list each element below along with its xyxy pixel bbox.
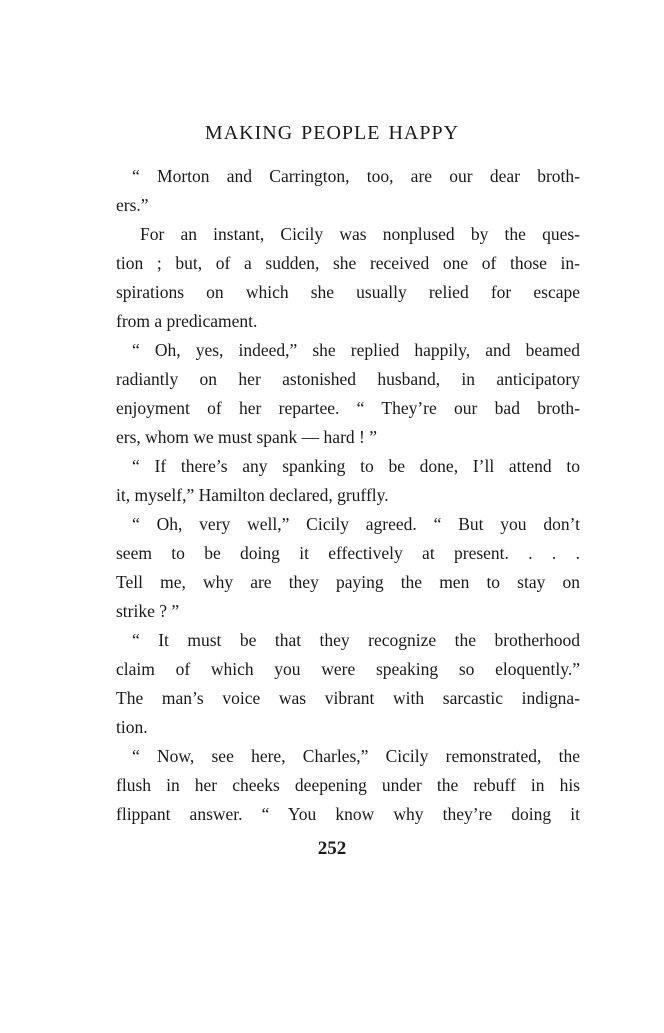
text-line: “ It must be that they recognize the brotherhood (132, 630, 580, 650)
text-line: “ Oh, yes, indeed,” she replied happily, and beamed (132, 340, 580, 360)
text-line: ers, whom we must spank — hard ! ” (116, 427, 377, 447)
text-line: Tell me, why are they paying the men to stay on (116, 572, 580, 592)
text-line: seem to be doing it effectively at present. . . . (116, 543, 580, 563)
text-line: claim of which you were speaking so eloquently.” (116, 659, 580, 679)
text-line: “ Oh, very well,” Cicily agreed. “ But you don’t (132, 514, 580, 534)
text-line: flippant answer. “ You know why they’re doing it (116, 804, 580, 824)
text-line: For an instant, Cicily was nonplused by the ques- (140, 224, 580, 244)
body-text (116, 162, 580, 829)
text-line: radiantly on her astonished husband, in anticipatory (116, 369, 580, 389)
text-line: tion. (116, 717, 148, 737)
text-line: “ Now, see here, Charles,” Cicily remonstrated, the (132, 746, 580, 766)
text-line: strike ? ” (116, 601, 180, 621)
page-number: 252 (317, 838, 347, 859)
text-line: flush in her cheeks deepening under the rebuff in his (116, 775, 580, 795)
text-line: “ Morton and Carrington, too, are our dear broth- (132, 166, 580, 186)
text-line: “ If there’s any spanking to be done, I’ll attend to (132, 456, 580, 476)
text-line: spirations on which she usually relied for escape (116, 282, 580, 302)
text-line: from a predicament. (116, 311, 258, 331)
text-line: it, myself,” Hamilton declared, gruffly. (116, 485, 389, 505)
running-head: MAKING PEOPLE HAPPY (204, 122, 460, 144)
text-line: The man’s voice was vibrant with sarcastic indigna- (116, 688, 580, 708)
text-line: tion ; but, of a sudden, she received one of those in- (116, 253, 580, 273)
text-line: enjoyment of her repartee. “ They’re our bad broth- (116, 398, 580, 418)
text-line: ers.” (116, 195, 149, 215)
